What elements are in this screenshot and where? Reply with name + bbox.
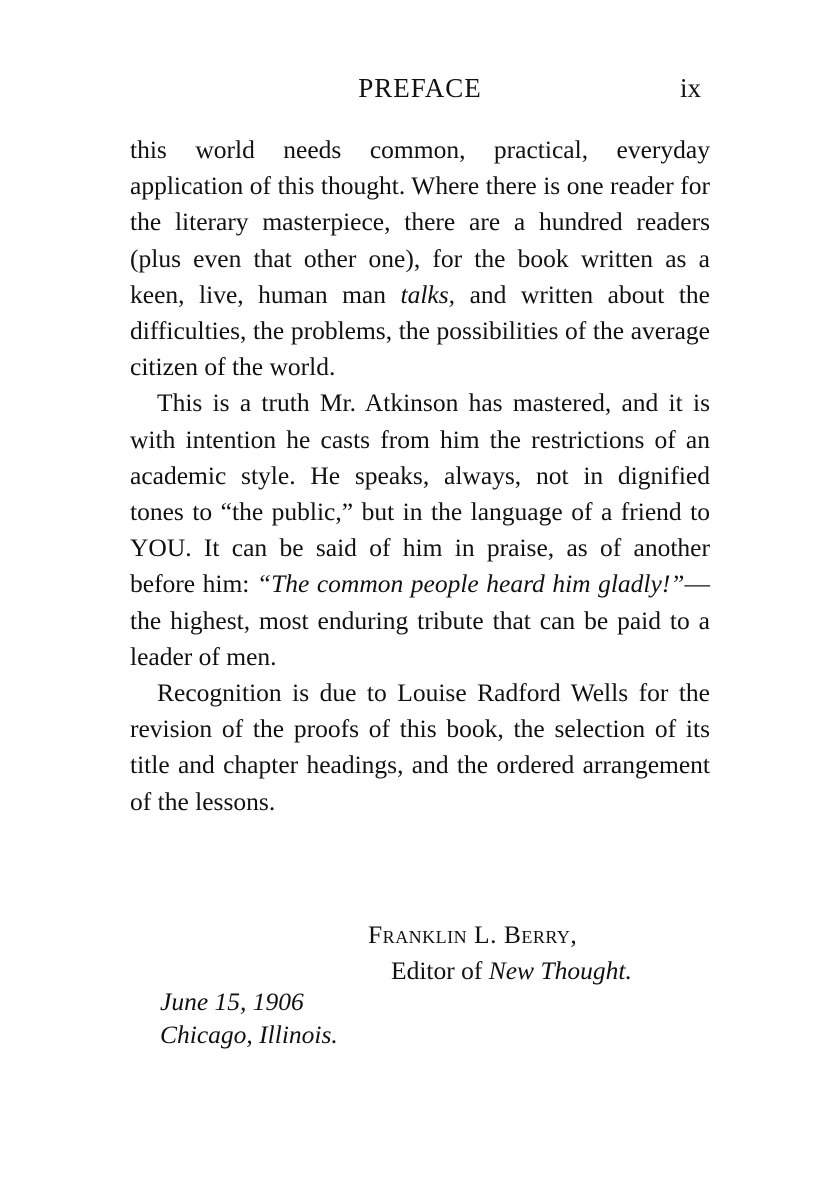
paragraph-1-emphasis: talks,	[400, 279, 456, 309]
paragraph-1-text-c: and written about the difficulties, the problems, the possibilities of the average citizen of the world.	[130, 279, 710, 382]
page-number: ix	[680, 73, 702, 103]
signature-name: Franklin L. Berry,	[368, 920, 578, 949]
preface-body	[130, 132, 710, 820]
paragraph-1	[130, 132, 710, 385]
signature-publication: New Thought.	[488, 956, 632, 985]
dateline	[160, 985, 338, 1051]
paragraph-3: Recognition is due to Louise Radford Wells for the revision of the proofs of this book, the selection of its title and chapter headings, and the ordered arrangement of the lessons.	[130, 678, 710, 816]
paragraph-2-quote: “The common people heard him gladly!”	[256, 569, 685, 599]
paragraph-1-text-a: this world needs common, practical, everyday application of this thought. Where there is one reader for the literary masterpiece, there are a hundred readers (plus even that other one), for the book written as a keen, live, human man	[130, 135, 710, 309]
signature-role-prefix: Editor of	[391, 956, 489, 985]
paragraph-2-text-c: —the highest, most enduring tribute that can be paid to a leader of men.	[130, 569, 710, 671]
paragraph-2-text-a: This is a truth Mr. Atkinson has mastered, and it is with intention he casts from him the restrictions of an academic style. He speaks, always, not in dignified tones to “the public,” but in the language of a friend to YOU. It can be said of him in praise, as of another before him:	[130, 388, 710, 599]
dateline-date: June 15, 1906	[160, 987, 304, 1016]
page-title: PREFACE	[358, 73, 482, 103]
paragraph-2	[130, 385, 710, 675]
signature-role	[391, 953, 632, 989]
dateline-place: Chicago, Illinois.	[160, 1020, 338, 1049]
